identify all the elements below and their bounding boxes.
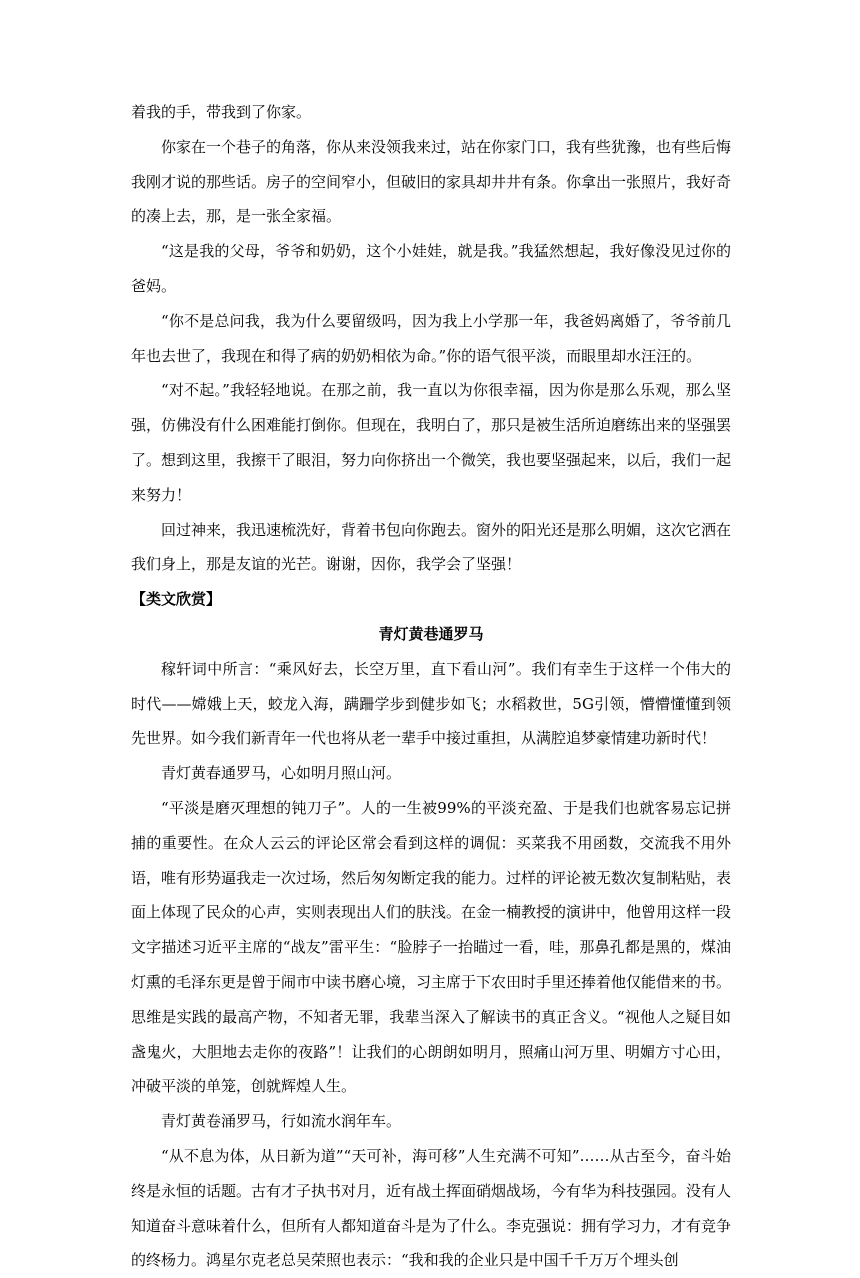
- story-paragraph-6: 回过神来，我迅速梳洗好，背着书包向你跑去。窗外的阳光还是那么明媚，这次它洒在我们身上，那是友谊的光芒。谢谢，因你，我学会了坚强！: [131, 520, 732, 574]
- document-page: [131, 95, 731, 1278]
- essay-paragraph-2: 青灯黄春通罗马，心如明月照山河。: [161, 764, 402, 783]
- essay-paragraph-5: “从不息为体，从日新为道”“天可补，海可移”人生充满不可知”……从古至今，奋斗始终是永恒的话题。古有才子执书对月，近有战土挥面硝烟战场，今有华为科技强园。没有人知道奋斗意味着什么，但所有人都知道奋斗是为了什么。李克强说：拥有学习力，才有竞争的终杨力。鸿星尔克老总吴荣照也表示：“我和我的企业只是中国千千万万个埋头创: [131, 1146, 732, 1270]
- essay-paragraph-3: “平淡是磨灭理想的钝刀子”。人的一生被99%的平淡充盈、于是我们也就客易忘记拼捕的重要性。在众人云云的评论区常会看到这样的调侃：买菜我不用函数，交流我不用外语，唯有形势逼我走一次过场，然后匆匆断定我的能力。过样的评论被无数次复制粘贴，表面上体现了民众的心声，实则表现出人们的肤浅。在金一楠教授的演讲中，他曾用这样一段文字描述习近平主席的“战友”雷平生：“脸脖子一抬瞄过一看，哇，那鼻孔都是黑的，煤油灯熏的毛泽东更是曾于闹市中读书磨心境，习主席于下农田时手里还捧着他仅能借来的书。思维是实践的最高产物，不知者无罪，我辈当深入了解读书的真正含义。“视他人之疑目如盏鬼火，大胆地去走你的夜路”！让我们的心朗朗如明月，照痛山河万里、明媚方寸心田，冲破平淡的单笼，创就辉煌人生。: [131, 798, 732, 1096]
- essay-paragraph-1: 稼轩词中所言：“乘风好去，长空万里，直下看山河”。我们有幸生于这样一个伟大的时代——嫦娥上天，蛟龙入海，蹒跚学步到健步如飞；水稻救世，5G引领，懵懵懂懂到领先世界。如今我们新青年一代也将从老一辈手中接过重担，从满腔追梦豪情建功新时代！: [131, 659, 731, 748]
- story-paragraph-3: “这是我的父母，爷爷和奶奶，这个小娃娃，就是我。”我猛然想起，我好像没见过你的爸妈。: [131, 242, 731, 295]
- story-paragraph-4: “你不是总问我，我为什么要留级吗，因为我上小学那一年，我爸妈离婚了，爷爷前几年也去世了，我现在和得了病的奶奶相依为命。”你的语气很平淡，而眼里却水汪汪的。: [131, 311, 731, 365]
- story-paragraph-2: 你家在一个巷子的角落，你从来没领我来过，站在你家门口，我有些犹豫，也有些后悔我刚才说的那些话。房子的空间窄小，但破旧的家具却井井有条。你拿出一张照片，我好奇的凑上去，那，是一张全家福。: [131, 137, 732, 226]
- story-paragraph-1: 着我的手，带我到了你家。: [131, 103, 312, 121]
- essay-title: 青灯黄巷通罗马: [378, 624, 484, 643]
- essay-paragraph-4: 青灯黄卷涌罗马，行如流水润年车。: [161, 1112, 402, 1131]
- story-paragraph-5: “对不起。”我轻轻地说。在那之前，我一直以为你很幸福，因为你是那么乐观，那么坚强，仿佛没有什么困难能打倒你。但现在，我明白了，那只是被生活所迫磨练出来的坚强罢了。想到这里，我擦干了眼泪，努力向你挤出一个微笑，我也要坚强起来，以后，我们一起来努力！: [131, 381, 732, 504]
- section-heading: 【类文欣赏】: [131, 590, 222, 609]
